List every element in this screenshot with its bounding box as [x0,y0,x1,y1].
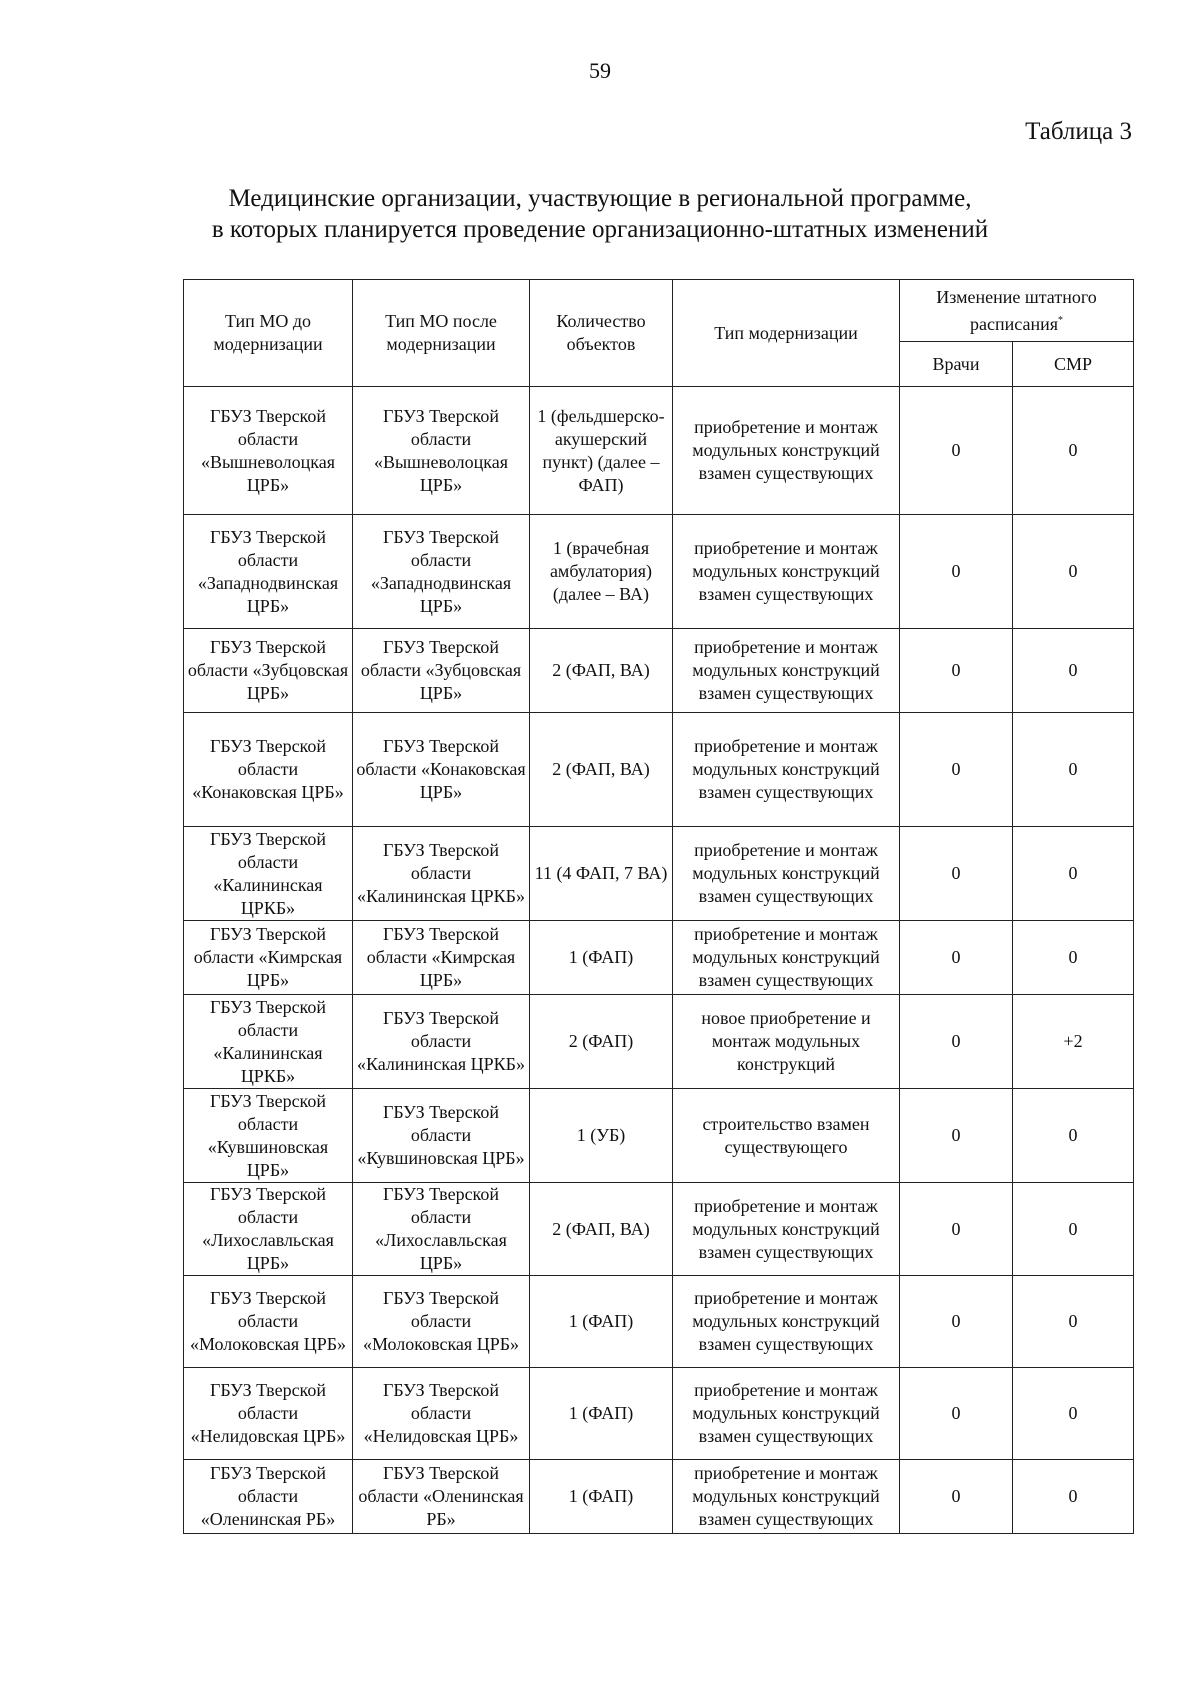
cell-doctors: 0 [900,827,1013,921]
table-row [184,1183,1134,1276]
cell-smr: 0 [1013,1089,1134,1183]
cell-modernization: приобретение и монтаж модульных конструкций взамен существующих [673,629,900,713]
table-row [184,515,1134,629]
cell-doctors: 0 [900,1276,1013,1368]
title-line-2: в которых планируется проведение организационно-штатных изменений [211,216,989,243]
cell-type-after: ГБУЗ Тверской области «Лихославльская ЦРБ» [353,1183,530,1276]
cell-modernization: приобретение и монтаж модульных конструкций взамен существующих [673,1276,900,1368]
cell-type-before: ГБУЗ Тверской области «Нелидовская ЦРБ» [184,1368,353,1460]
cell-type-after: ГБУЗ Тверской области «Калининская ЦРКБ» [353,827,530,921]
cell-smr: 0 [1013,629,1134,713]
cell-modernization: приобретение и монтаж модульных конструкций взамен существующих [673,713,900,827]
cell-doctors: 0 [900,1368,1013,1460]
cell-doctors: 0 [900,921,1013,995]
cell-count: 11 (4 ФАП, 7 ВА) [530,827,673,921]
cell-modernization: приобретение и монтаж модульных конструкций взамен существующих [673,1460,900,1534]
cell-count: 2 (ФАП, ВА) [530,629,673,713]
header-type-before: Тип МО до модернизации [184,280,353,387]
table-row [184,921,1134,995]
cell-modernization: строительство взамен существующего [673,1089,900,1183]
cell-count: 2 (ФАП, ВА) [530,713,673,827]
cell-count: 2 (ФАП) [530,995,673,1089]
cell-modernization: приобретение и монтаж модульных конструкций взамен существующих [673,921,900,995]
cell-type-after: ГБУЗ Тверской области «Зубцовская ЦРБ» [353,629,530,713]
cell-doctors: 0 [900,515,1013,629]
cell-doctors: 0 [900,713,1013,827]
table-row [184,1276,1134,1368]
header-staff-change-label: Изменение штатного расписания [936,286,1097,334]
cell-type-before: ГБУЗ Тверской области «Кимрская ЦРБ» [184,921,353,995]
cell-type-after: ГБУЗ Тверской области «Калининская ЦРКБ» [353,995,530,1089]
table-row [184,1089,1134,1183]
cell-doctors: 0 [900,629,1013,713]
cell-type-before: ГБУЗ Тверской области «Оленинская РБ» [184,1460,353,1534]
cell-doctors: 0 [900,995,1013,1089]
cell-doctors: 0 [900,1183,1013,1276]
header-count: Количество объектов [530,280,673,387]
cell-type-after: ГБУЗ Тверской области «Молоковская ЦРБ» [353,1276,530,1368]
table-title [0,183,1200,245]
cell-count: 1 (ФАП) [530,1460,673,1534]
cell-modernization: новое приобретение и монтаж модульных конструкций [673,995,900,1089]
cell-count: 1 (ФАП) [530,1368,673,1460]
cell-type-before: ГБУЗ Тверской области «Лихославльская ЦРБ» [184,1183,353,1276]
table-body [184,387,1134,1534]
cell-modernization: приобретение и монтаж модульных конструкций взамен существующих [673,515,900,629]
cell-count: 1 (УБ) [530,1089,673,1183]
cell-type-after: ГБУЗ Тверской области «Вышневолоцкая ЦРБ» [353,387,530,515]
table-row [184,1368,1134,1460]
table-row [184,827,1134,921]
title-line-1: Медицинские организации, участвующие в региональной программе, [228,185,972,212]
cell-type-before: ГБУЗ Тверской области «Конаковская ЦРБ» [184,713,353,827]
table-row [184,995,1134,1089]
cell-count: 1 (врачебная амбулатория) (далее – ВА) [530,515,673,629]
cell-type-before: ГБУЗ Тверской области «Вышневолоцкая ЦРБ» [184,387,353,515]
cell-smr: 0 [1013,387,1134,515]
cell-type-after: ГБУЗ Тверской области «Оленинская РБ» [353,1460,530,1534]
footnote-mark: * [1058,314,1063,326]
cell-type-after: ГБУЗ Тверской области «Западнодвинская ЦРБ» [353,515,530,629]
page-number: 59 [589,58,611,83]
cell-type-before: ГБУЗ Тверской области «Калининская ЦРКБ» [184,995,353,1089]
cell-count: 1 (ФАП) [530,1276,673,1368]
cell-modernization: приобретение и монтаж модульных конструкций взамен существующих [673,387,900,515]
header-doctors: Врачи [900,342,1013,387]
cell-modernization: приобретение и монтаж модульных конструкций взамен существующих [673,1368,900,1460]
cell-type-before: ГБУЗ Тверской области «Кувшиновская ЦРБ» [184,1089,353,1183]
table-label: Таблица 3 [1025,118,1132,145]
cell-doctors: 0 [900,1460,1013,1534]
cell-modernization: приобретение и монтаж модульных конструкций взамен существующих [673,1183,900,1276]
cell-modernization: приобретение и монтаж модульных конструкций взамен существующих [673,827,900,921]
cell-smr: 0 [1013,1368,1134,1460]
cell-smr: 0 [1013,1183,1134,1276]
cell-count: 1 (ФАП) [530,921,673,995]
header-smr: СМР [1013,342,1134,387]
cell-type-before: ГБУЗ Тверской области «Молоковская ЦРБ» [184,1276,353,1368]
table-row [184,387,1134,515]
cell-smr: 0 [1013,1460,1134,1534]
table-row [184,1460,1134,1534]
cell-smr: 0 [1013,827,1134,921]
cell-doctors: 0 [900,1089,1013,1183]
cell-type-after: ГБУЗ Тверской области «Нелидовская ЦРБ» [353,1368,530,1460]
cell-type-before: ГБУЗ Тверской области «Зубцовская ЦРБ» [184,629,353,713]
cell-smr: +2 [1013,995,1134,1089]
table-row [184,629,1134,713]
header-modernization: Тип модернизации [673,280,900,387]
cell-doctors: 0 [900,387,1013,515]
cell-count: 1 (фельдшерско-акушерский пункт) (далее – ФАП) [530,387,673,515]
cell-type-after: ГБУЗ Тверской области «Кувшиновская ЦРБ» [353,1089,530,1183]
header-type-after: Тип МО после модернизации [353,280,530,387]
cell-count: 2 (ФАП, ВА) [530,1183,673,1276]
organizations-table [183,279,1134,1534]
cell-type-after: ГБУЗ Тверской области «Кимрская ЦРБ» [353,921,530,995]
cell-smr: 0 [1013,713,1134,827]
table-row [184,713,1134,827]
cell-smr: 0 [1013,515,1134,629]
header-staff-change [900,280,1134,342]
cell-smr: 0 [1013,1276,1134,1368]
cell-smr: 0 [1013,921,1134,995]
cell-type-before: ГБУЗ Тверской области «Западнодвинская ЦРБ» [184,515,353,629]
cell-type-before: ГБУЗ Тверской области «Калининская ЦРКБ» [184,827,353,921]
cell-type-after: ГБУЗ Тверской области «Конаковская ЦРБ» [353,713,530,827]
